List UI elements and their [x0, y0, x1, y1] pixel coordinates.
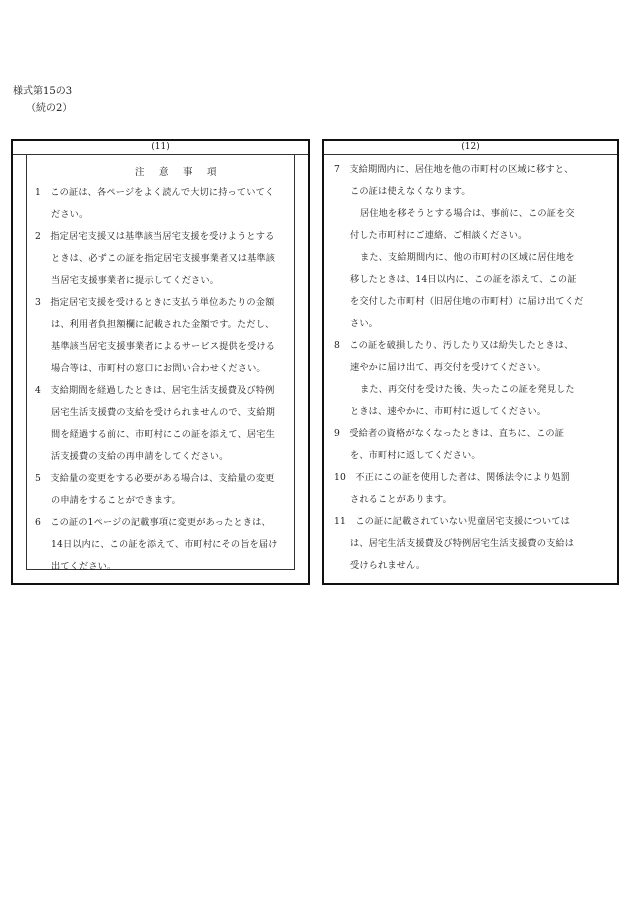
notice-line: 当居宅支援事業者に提示してください。: [51, 275, 220, 286]
notice-line: 速やかに届け出て、再交付を受けてください。: [350, 362, 546, 373]
notice-line: 基準該当居宅支援事業者によるサービス提供を受ける: [51, 341, 276, 352]
notice-line: さい。: [350, 318, 379, 329]
page-number-12: (12): [324, 141, 617, 155]
notice-line: は、利用者負担額欄に記載された金額です。ただし、: [51, 319, 275, 330]
notice-box-left: [26, 154, 295, 570]
notice-line: 1 この証は、各ページをよく読んで大切に持っていてく: [35, 187, 275, 198]
notice-line: の申請をすることができます。: [51, 495, 181, 506]
page-12-panel: [322, 139, 619, 585]
notice-line: また、再交付を受けた後、失ったこの証を発見した: [360, 384, 575, 395]
notice-line: 居住地を移そうとする場合は、事前に、この証を交: [360, 208, 575, 219]
notice-line: ときは、必ずこの証を指定居宅支援事業者又は基準該: [51, 253, 276, 264]
notice-line: を、市町村に返してください。: [350, 450, 481, 461]
title-char: 注: [135, 167, 145, 178]
notice-line: 5 支給量の変更をする必要がある場合は、支給量の変更: [35, 473, 275, 484]
form-number: 様式第15の3: [13, 86, 73, 97]
notice-line: 移したときは、14日以内に、この証を添えて、この証: [350, 274, 577, 285]
notice-line: 3 指定居宅支援を受けるときに支払う単位あたりの金額: [35, 297, 275, 308]
notice-line: 受けられません。: [350, 560, 426, 571]
notice-line: 8 この証を破損したり、汚したり又は紛失したときは、: [334, 340, 574, 351]
notice-line: ださい。: [51, 209, 89, 220]
title-char: 項: [207, 167, 217, 178]
notice-line: 4 支給期間を経過したときは、居宅生活支援費及び特例: [35, 385, 275, 396]
title-char: 意: [159, 167, 169, 178]
page-11-panel: [11, 139, 310, 585]
notice-line: されることがあります。: [350, 494, 452, 505]
notice-line: 活支援費の支給の再申請をしてください。: [51, 451, 229, 462]
notice-line: 2 指定居宅支援又は基準該当居宅支援を受けようとする: [35, 231, 275, 242]
notice-line: 11 この証に記載されていない児童居宅支援については: [334, 516, 570, 527]
notice-line: 居宅生活支援費の支給を受けられませんので、支給期: [51, 407, 275, 418]
page-number-11: (11): [13, 141, 308, 155]
notice-line: また、支給期間内に、他の市町村の区域に居住地を: [360, 252, 575, 263]
notice-line: 場合等は、市町村の窓口にお問い合わせください。: [51, 363, 266, 374]
notice-line: この証は使えなくなります。: [350, 186, 471, 197]
notice-box-right: [324, 154, 617, 583]
notice-line: ときは、速やかに、市町村に返してください。: [350, 406, 547, 417]
notice-line: 間を経過する前に、市町村にこの証を添えて、居宅生: [51, 429, 275, 440]
notice-line: 9 受給者の資格がなくなったときは、直ちに、この証: [334, 428, 565, 439]
notice-line: を交付した市町村（旧居住地の市町村）に届け出てくだ: [350, 296, 584, 307]
notice-line: は、居宅生活支援費及び特例居宅生活支援費の支給は: [350, 538, 575, 549]
notice-line: 出てください。: [51, 561, 117, 572]
notice-line: 14日以内に、この証を添えて、市町村にその旨を届け: [51, 539, 278, 550]
title-char: 事: [183, 167, 193, 178]
notice-line: 付した市町村にご連絡、ご相談ください。: [350, 230, 528, 241]
notice-line: 10 不正にこの証を使用した者は、関係法令により処罰: [334, 472, 571, 483]
notice-title: [27, 167, 294, 181]
notice-line: 6 この証の1ページの記載事項に変更があったときは、: [35, 517, 271, 528]
continuation-label: （続の2）: [26, 103, 73, 114]
notice-line: 7 支給期間内に、居住地を他の市町村の区域に移すと、: [334, 164, 574, 175]
